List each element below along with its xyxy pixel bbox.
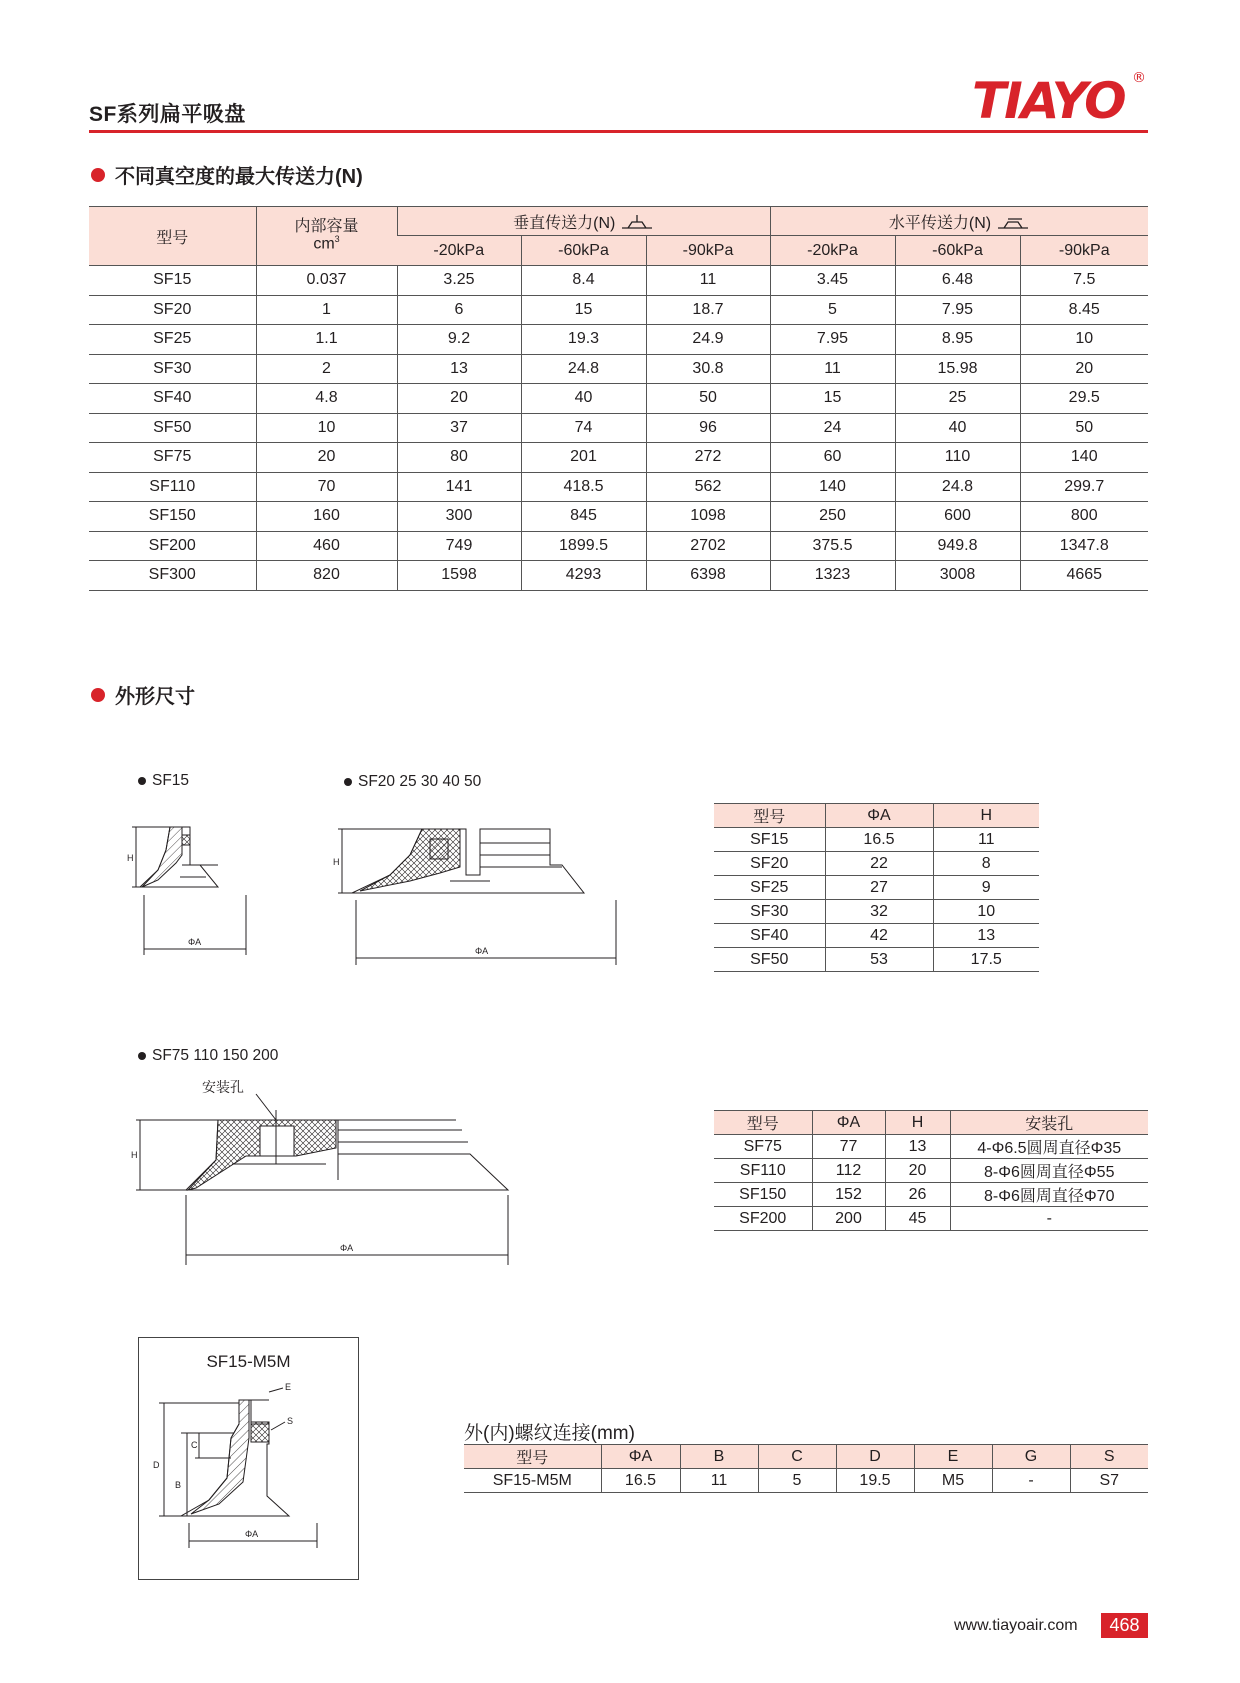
mount-hole-label: 安装孔 [202,1080,244,1095]
table-row [89,472,1148,502]
table-cell: 17.5 [933,948,1039,972]
header-volume: 内部容量 $cm^3$ [256,207,397,266]
column-header: H [933,804,1039,828]
dim-d-label: D [153,1460,160,1470]
table-cell: 562 [646,472,770,502]
table-cell: 1899.5 [521,531,646,561]
table-cell: 10 [1020,325,1148,355]
table-row [714,924,1039,948]
dim-a-label: ΦA [188,937,202,947]
section-heading-dimensions: 外形尺寸 [91,680,195,709]
page-number: 468 [1101,1613,1148,1638]
table-cell: 141 [397,472,521,502]
dim-c-label: C [191,1440,198,1450]
table-cell: 3008 [895,561,1020,591]
table-cell: SF150 [714,1183,812,1207]
table-cell: 152 [812,1183,885,1207]
table-cell: 18.7 [646,295,770,325]
table-cell: SF150 [89,502,256,532]
table-cell: 2702 [646,531,770,561]
table-cell: SF50 [714,948,825,972]
table-cell: 2 [256,354,397,384]
table-cell: 96 [646,413,770,443]
table-cell: 26 [885,1183,950,1207]
table-cell: 45 [885,1207,950,1231]
footer-url: www.tiayoair.com [954,1617,1078,1634]
table-cell: 0.037 [256,266,397,296]
table-row [714,852,1039,876]
column-header: D [836,1445,914,1469]
table-cell: SF50 [89,413,256,443]
table-cell: 25 [895,384,1020,414]
table-cell: M5 [914,1469,992,1493]
table-cell: 140 [770,472,895,502]
table-row [89,531,1148,561]
table-cell: 3.45 [770,266,895,296]
table-cell: - [950,1207,1148,1231]
table-cell: SF110 [714,1159,812,1183]
column-header: G [992,1445,1070,1469]
table-cell: 20 [1020,354,1148,384]
table-cell: SF40 [714,924,825,948]
column-header: 型号 [464,1445,601,1469]
table-cell: 7.95 [770,325,895,355]
table-cell: 50 [646,384,770,414]
table-cell: 77 [812,1135,885,1159]
bullet-icon [91,688,105,702]
dim-b-label: B [175,1480,182,1490]
table-cell: 1347.8 [1020,531,1148,561]
thread-table-title: 外(内)螺纹连接(mm) [464,1423,635,1444]
header-v-90kpa: -90kPa [646,236,770,266]
dim-a-label: ΦA [340,1243,354,1253]
table-cell: 7.5 [1020,266,1148,296]
column-header: H [885,1111,950,1135]
table-cell: 6.48 [895,266,1020,296]
brand-logo: TIAYO [972,72,1125,130]
table-cell: 1.1 [256,325,397,355]
table-cell: 4-Φ6.5圆周直径Φ35 [950,1135,1148,1159]
table-cell: 24.8 [521,354,646,384]
column-header: E [914,1445,992,1469]
table-cell: 16.5 [601,1469,680,1493]
column-header: S [1070,1445,1148,1469]
table-row [714,828,1039,852]
table-cell: SF20 [714,852,825,876]
header-vertical: 垂直传送力(N) [397,207,770,236]
bullet-icon [91,168,105,182]
table-row [714,876,1039,900]
table-cell: 13 [397,354,521,384]
table-cell: 4665 [1020,561,1148,591]
table-cell: 1 [256,295,397,325]
table-row [714,1159,1148,1183]
table-cell: 160 [256,502,397,532]
table-cell: 1323 [770,561,895,591]
table-cell: 27 [825,876,933,900]
sf20-drawing [330,815,630,975]
table-cell: 42 [825,924,933,948]
table-cell: 22 [825,852,933,876]
sf15-drawing [118,815,258,965]
table-cell: 29.5 [1020,384,1148,414]
header-model: 型号 [89,207,256,266]
registered-mark: ® [1132,70,1146,86]
table-cell: 820 [256,561,397,591]
table-cell: 11 [933,828,1039,852]
table-cell: 460 [256,531,397,561]
table-cell: 110 [895,443,1020,473]
table-cell: 37 [397,413,521,443]
table-cell: 16.5 [825,828,933,852]
table-cell: 201 [521,443,646,473]
table-cell: 40 [521,384,646,414]
column-header: 型号 [714,1111,812,1135]
table-cell: 60 [770,443,895,473]
column-header: ΦA [812,1111,885,1135]
table-cell: 8.45 [1020,295,1148,325]
table-row [714,900,1039,924]
table-cell: 5 [770,295,895,325]
table-cell: 8-Φ6圆周直径Φ55 [950,1159,1148,1183]
header-h-90kpa: -90kPa [1020,236,1148,266]
table-row [89,413,1148,443]
table-cell: 24.8 [895,472,1020,502]
dimension-table-sf15-50 [714,803,1039,972]
table-cell: 19.5 [836,1469,914,1493]
table-cell: 19.3 [521,325,646,355]
sf75-drawing [126,1080,536,1280]
table-cell: SF300 [89,561,256,591]
table-cell: 8.95 [895,325,1020,355]
table-cell: 11 [680,1469,758,1493]
table-cell: 272 [646,443,770,473]
table-cell: 50 [1020,413,1148,443]
column-header: B [680,1445,758,1469]
table-cell: 140 [1020,443,1148,473]
sf15-m5m-title: SF15-M5M [206,1352,291,1371]
thread-table [464,1444,1148,1493]
table-cell: 949.8 [895,531,1020,561]
force-table [89,206,1148,591]
table-cell: SF75 [714,1135,812,1159]
column-header: 安装孔 [950,1111,1148,1135]
table-cell: 112 [812,1159,885,1183]
table-cell: 4293 [521,561,646,591]
table-cell: 24 [770,413,895,443]
header-h-60kpa: -60kPa [895,236,1020,266]
table-cell: 20 [397,384,521,414]
table-cell: 15 [770,384,895,414]
column-header: ΦA [825,804,933,828]
table-cell: 13 [885,1135,950,1159]
drawing-label-sf20: SF20 25 30 40 50 [344,773,481,791]
table-cell: SF40 [89,384,256,414]
table-cell: 9.2 [397,325,521,355]
table-cell: 24.9 [646,325,770,355]
header-rule [89,130,1148,133]
dim-e-label: E [285,1382,292,1392]
table-cell: SF30 [714,900,825,924]
dim-a-label: ΦA [475,946,489,956]
table-cell: 600 [895,502,1020,532]
horizontal-direction-icon [996,214,1030,230]
vertical-direction-icon [620,214,654,230]
table-row [714,1183,1148,1207]
table-cell: SF15 [714,828,825,852]
table-cell: SF15 [89,266,256,296]
dim-h-label: H [127,853,134,863]
table-cell: 1598 [397,561,521,591]
table-cell: 40 [895,413,1020,443]
table-cell: SF75 [89,443,256,473]
sf15-m5m-drawing-box [138,1337,359,1580]
table-cell: 15.98 [895,354,1020,384]
dimension-table-sf75-200 [714,1110,1148,1231]
table-cell: 8.4 [521,266,646,296]
drawing-label-sf15: SF15 [138,772,189,790]
table-cell: 10 [256,413,397,443]
page-title: SF系列扁平吸盘 [89,103,246,126]
table-cell: 845 [521,502,646,532]
table-row [89,561,1148,591]
column-header: C [758,1445,836,1469]
table-cell: 1098 [646,502,770,532]
table-cell: 20 [256,443,397,473]
header-horizontal: 水平传送力(N) [770,207,1148,236]
table-cell: 299.7 [1020,472,1148,502]
dim-a-label: ΦA [245,1529,259,1539]
table-cell: SF20 [89,295,256,325]
dim-h-label: H [333,857,340,867]
table-cell: 9 [933,876,1039,900]
table-cell: 30.8 [646,354,770,384]
table-cell: 7.95 [895,295,1020,325]
table-row [89,443,1148,473]
sf15-m5m-drawing [139,1378,358,1578]
table-row [714,948,1039,972]
table-cell: 300 [397,502,521,532]
header-v-20kpa: -20kPa [397,236,521,266]
table-row [89,266,1148,296]
table-cell: 11 [646,266,770,296]
table-cell: 5 [758,1469,836,1493]
table-cell: 8 [933,852,1039,876]
table-cell: SF200 [714,1207,812,1231]
section-heading-force: 不同真空度的最大传送力(N) [91,160,363,189]
table-cell: S7 [1070,1469,1148,1493]
table-cell: 375.5 [770,531,895,561]
table-cell: 20 [885,1159,950,1183]
table-cell: 8-Φ6圆周直径Φ70 [950,1183,1148,1207]
table-cell: 53 [825,948,933,972]
table-cell: 74 [521,413,646,443]
table-cell: 418.5 [521,472,646,502]
table-cell: SF25 [89,325,256,355]
table-cell: 10 [933,900,1039,924]
header-v-60kpa: -60kPa [521,236,646,266]
dim-s-label: S [287,1416,294,1426]
table-cell: 749 [397,531,521,561]
header-h-20kpa: -20kPa [770,236,895,266]
table-cell: 13 [933,924,1039,948]
table-row [464,1469,1148,1493]
table-cell: 200 [812,1207,885,1231]
table-cell: SF15-M5M [464,1469,601,1493]
drawing-label-sf75: SF75 110 150 200 [138,1047,278,1065]
table-cell: 70 [256,472,397,502]
table-cell: 800 [1020,502,1148,532]
table-row [89,354,1148,384]
table-cell: SF30 [89,354,256,384]
table-cell: SF200 [89,531,256,561]
dim-h-label: H [131,1150,138,1160]
table-cell: 3.25 [397,266,521,296]
table-cell: 6398 [646,561,770,591]
table-row [714,1207,1148,1231]
table-cell: 6 [397,295,521,325]
table-cell: SF110 [89,472,256,502]
table-row [89,502,1148,532]
column-header: ΦA [601,1445,680,1469]
table-cell: - [992,1469,1070,1493]
column-header: 型号 [714,804,825,828]
table-row [714,1135,1148,1159]
table-cell: 250 [770,502,895,532]
table-cell: 11 [770,354,895,384]
table-cell: 80 [397,443,521,473]
table-cell: 4.8 [256,384,397,414]
table-row [89,295,1148,325]
table-row [89,384,1148,414]
table-cell: 15 [521,295,646,325]
table-row [89,325,1148,355]
table-cell: SF25 [714,876,825,900]
table-cell: 32 [825,900,933,924]
